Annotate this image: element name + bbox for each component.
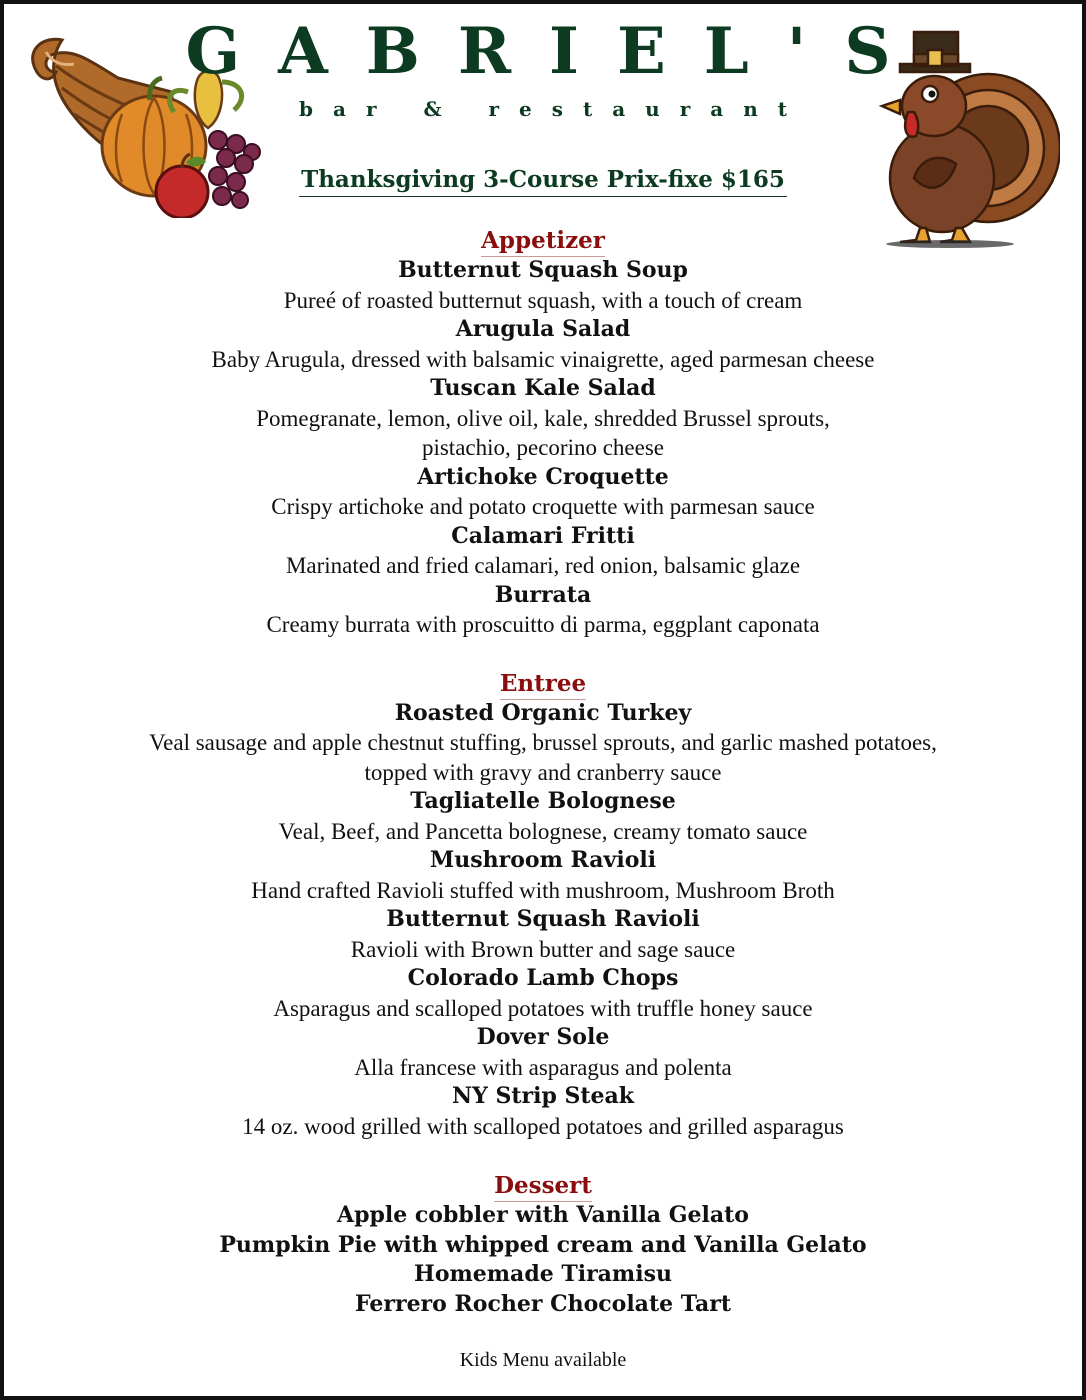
dish-description: Ravioli with Brown butter and sage sauce bbox=[350, 936, 736, 962]
dish-description: topped with gravy and cranberry sauce bbox=[364, 759, 722, 785]
entree-section-header bbox=[4, 669, 1082, 699]
brand-subtitle: bar & restaurant bbox=[299, 97, 807, 121]
dish-description: Hand crafted Ravioli stuffed with mushroom, Mushroom Broth bbox=[251, 877, 835, 903]
prix-fixe-banner bbox=[4, 166, 1082, 197]
dish-name: Burrata bbox=[494, 581, 592, 608]
prix-fixe-text: Thanksgiving 3-Course Prix-fixe $165 bbox=[299, 166, 787, 197]
appetizer-section-header bbox=[4, 226, 1082, 256]
section-spacer bbox=[4, 640, 1082, 669]
dessert-item: Homemade Tiramisu bbox=[414, 1261, 672, 1287]
dessert-item: Ferrero Rocher Chocolate Tart bbox=[354, 1290, 732, 1317]
dish-name: Tuscan Kale Salad bbox=[430, 375, 656, 401]
dish-description: Asparagus and scalloped potatoes with truffle honey sauce bbox=[273, 995, 813, 1021]
dish-description: Crispy artichoke and potato croquette with parmesan sauce bbox=[271, 494, 815, 519]
dish-description: Creamy burrata with proscuitto di parma, eggplant caponata bbox=[266, 612, 820, 637]
dessert-section-header bbox=[4, 1171, 1082, 1201]
dish-name: Colorado Lamb Chops bbox=[407, 965, 679, 991]
dessert-item: Apple cobbler with Vanilla Gelato bbox=[337, 1202, 749, 1228]
dish-name: Butternut Squash Soup bbox=[398, 257, 688, 283]
dish-name: NY Strip Steak bbox=[451, 1083, 635, 1109]
dish-description: Pureé of roasted butternut squash, with a touch of cream bbox=[283, 287, 803, 313]
dish-name: Artichoke Croquette bbox=[417, 463, 669, 490]
kids-menu-note: Kids Menu available bbox=[459, 1349, 627, 1371]
dish-name: Butternut Squash Ravioli bbox=[386, 906, 700, 932]
brand-title: GABRIEL'S bbox=[185, 14, 929, 89]
menu-body bbox=[4, 226, 1082, 1319]
dish-name: Arugula Salad bbox=[455, 316, 631, 342]
section-title-appetizer: Appetizer bbox=[481, 226, 605, 257]
dish-name: Roasted Organic Turkey bbox=[394, 699, 692, 726]
dish-description: Alla francese with asparagus and polenta bbox=[354, 1054, 732, 1080]
dish-name: Tagliatelle Bolognese bbox=[410, 788, 676, 814]
dish-description: 14 oz. wood grilled with scalloped potatoes and grilled asparagus bbox=[242, 1113, 844, 1139]
dish-name: Dover Sole bbox=[476, 1024, 610, 1050]
dish-description: Baby Arugula, dressed with balsamic vinaigrette, aged parmesan cheese bbox=[211, 346, 875, 372]
section-title-dessert: Dessert bbox=[494, 1171, 592, 1202]
dish-description: Pomegranate, lemon, olive oil, kale, shredded Brussel sprouts, bbox=[256, 405, 830, 431]
dessert-item: Pumpkin Pie with whipped cream and Vanilla Gelato bbox=[219, 1231, 867, 1258]
section-spacer bbox=[4, 1141, 1082, 1171]
dish-name: Mushroom Ravioli bbox=[429, 847, 657, 873]
dish-description: pistachio, pecorino cheese bbox=[421, 435, 665, 460]
dish-description: Marinated and fried calamari, red onion, balsamic glaze bbox=[285, 553, 801, 578]
section-title-entree: Entree bbox=[500, 669, 586, 700]
dish-description: Veal sausage and apple chestnut stuffing, brussel sprouts, and garlic mashed potatoes, bbox=[149, 730, 937, 755]
dish-name: Calamari Fritti bbox=[451, 522, 635, 549]
dish-description: Veal, Beef, and Pancetta bolognese, creamy tomato sauce bbox=[278, 818, 808, 844]
